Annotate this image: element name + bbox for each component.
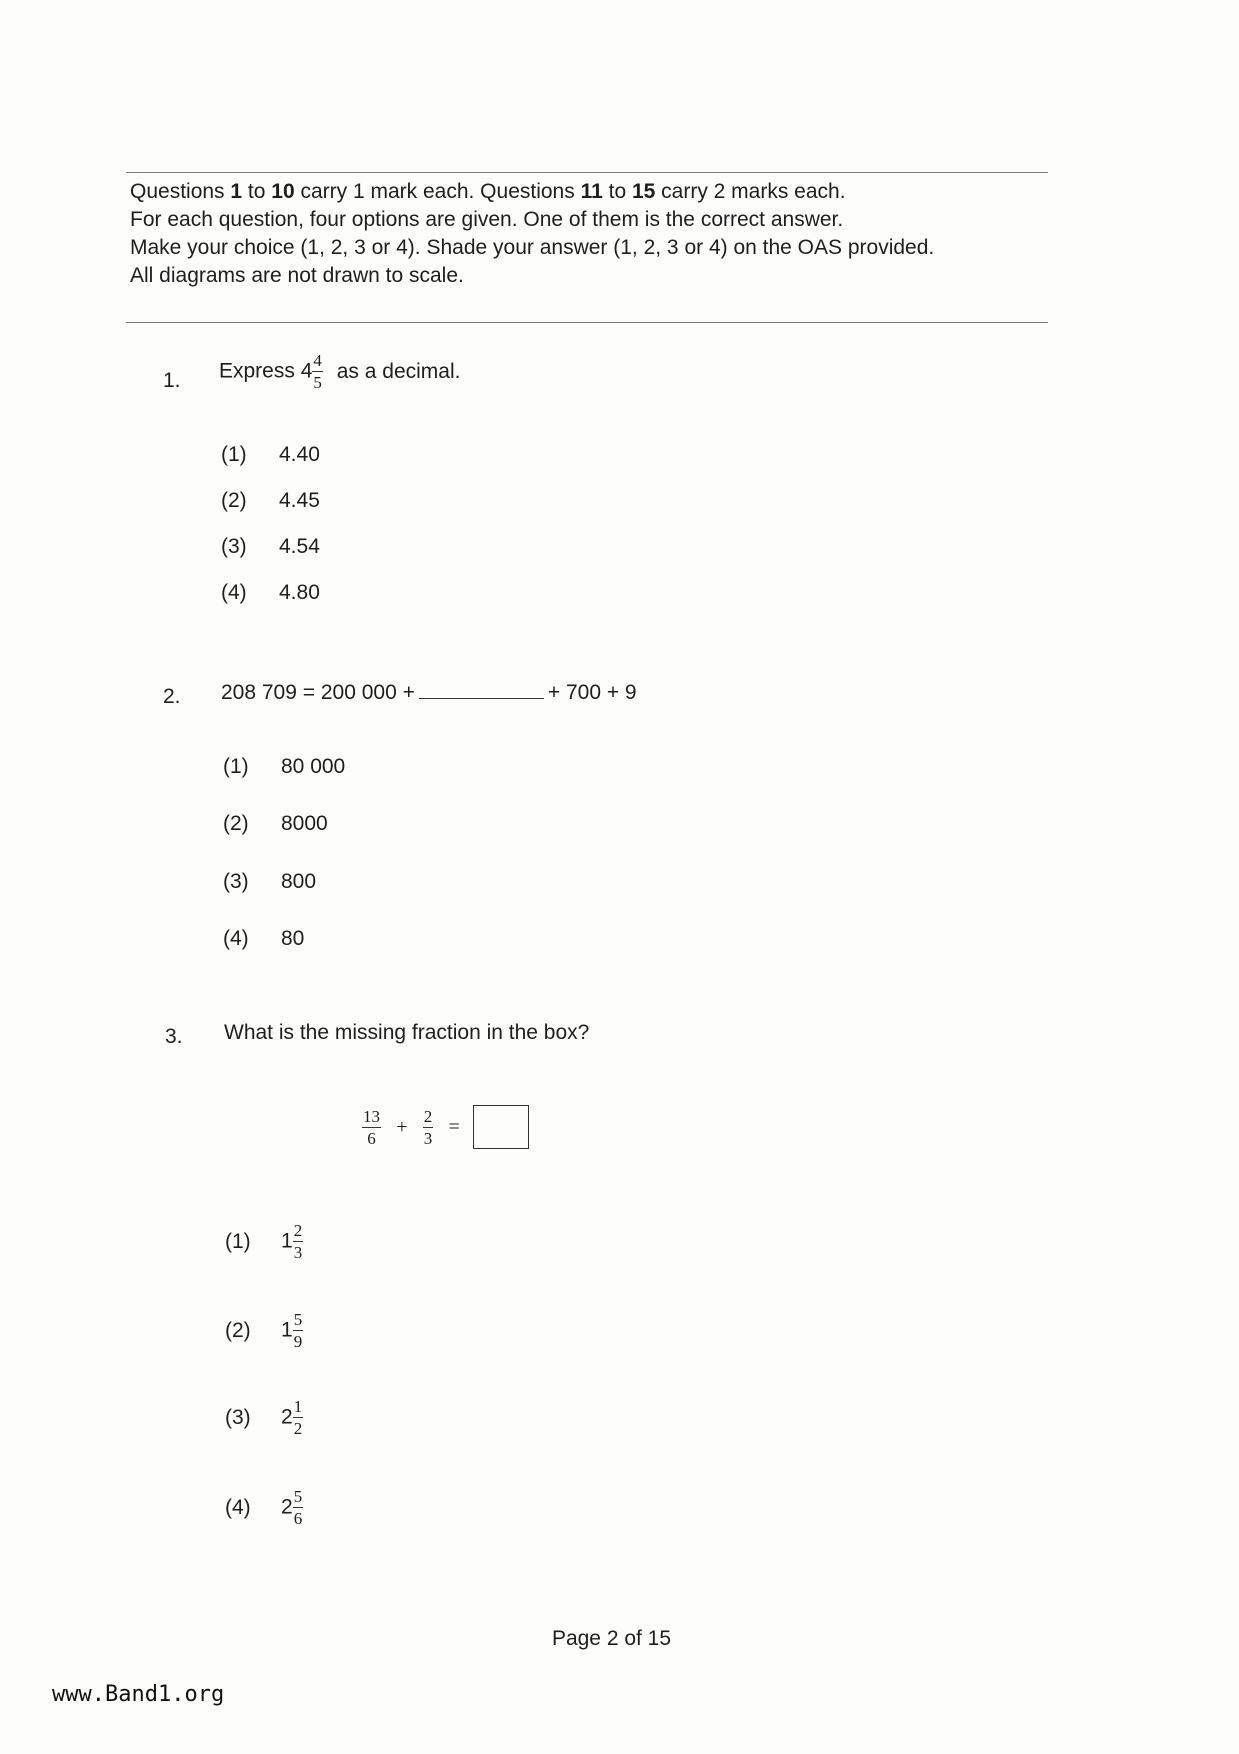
q3-option-2[interactable]: (2) 1 $\frac{5}{9}$ <box>225 1310 303 1351</box>
question-2-number: 2. <box>163 685 181 708</box>
q2-option-2[interactable]: (2) 8000 <box>223 812 328 835</box>
instruction-line-1: Questions 1 to 10 carry 1 mark each. Questions 11 to 15 carry 2 marks each. <box>130 180 846 203</box>
question-2-text: 208 709 = 200 000 + + 700 + 9 <box>221 681 637 704</box>
answer-box[interactable] <box>473 1105 529 1149</box>
q1-whole: 4 <box>300 359 313 383</box>
q1-option-1[interactable]: (1) 4.40 <box>221 443 320 466</box>
instructions <box>130 178 1060 290</box>
q3-option-3[interactable]: (3) 2 $\frac{1}{2}$ <box>225 1397 303 1438</box>
q1-option-3[interactable]: (3) 4.54 <box>221 535 320 558</box>
q2-option-3[interactable]: (3) 800 <box>223 870 317 893</box>
q2-option-1[interactable]: (1) 80 000 <box>223 755 346 778</box>
page-number: Page 2 of 15 <box>551 1627 672 1650</box>
eq-fraction-1: $\frac{13}{6}$ <box>363 1106 380 1148</box>
eq-fraction-2: $\frac{2}{3}$ <box>423 1106 433 1148</box>
q1-fraction: $\frac{4}{5}$ <box>313 351 322 392</box>
q1-option-4[interactable]: (4) 4.80 <box>221 581 320 604</box>
q3-option-4[interactable]: (4) 2 $\frac{5}{6}$ <box>225 1487 303 1528</box>
question-1-number: 1. <box>163 369 181 392</box>
q3-option-1[interactable]: (1) 1 $\frac{2}{3}$ <box>225 1221 303 1262</box>
instruction-line-2: For each question, four options are given. One of them is the correct answer. <box>130 208 844 231</box>
equation: $\frac{13}{6}$ + $\frac{2}{3}$ = <box>362 1105 529 1149</box>
instruction-bottom-rule <box>126 322 1048 323</box>
instruction-top-rule <box>126 172 1048 173</box>
instruction-line-3: Make your choice (1, 2, 3 or 4). Shade your answer (1, 2, 3 or 4) on the OAS provided. <box>130 236 935 259</box>
q2-option-4[interactable]: (4) 80 <box>223 927 305 950</box>
question-3-text: What is the missing fraction in the box? <box>224 1021 590 1044</box>
question-1-text: Express 4 $\frac{4}{5}$ as a decimal. <box>219 351 461 392</box>
instruction-line-4: All diagrams are not drawn to scale. <box>130 264 464 287</box>
site-watermark: www.Band1.org <box>52 1682 225 1707</box>
answer-blank <box>419 698 544 699</box>
question-3-number: 3. <box>165 1025 183 1048</box>
q1-option-2[interactable]: (2) 4.45 <box>221 489 320 512</box>
